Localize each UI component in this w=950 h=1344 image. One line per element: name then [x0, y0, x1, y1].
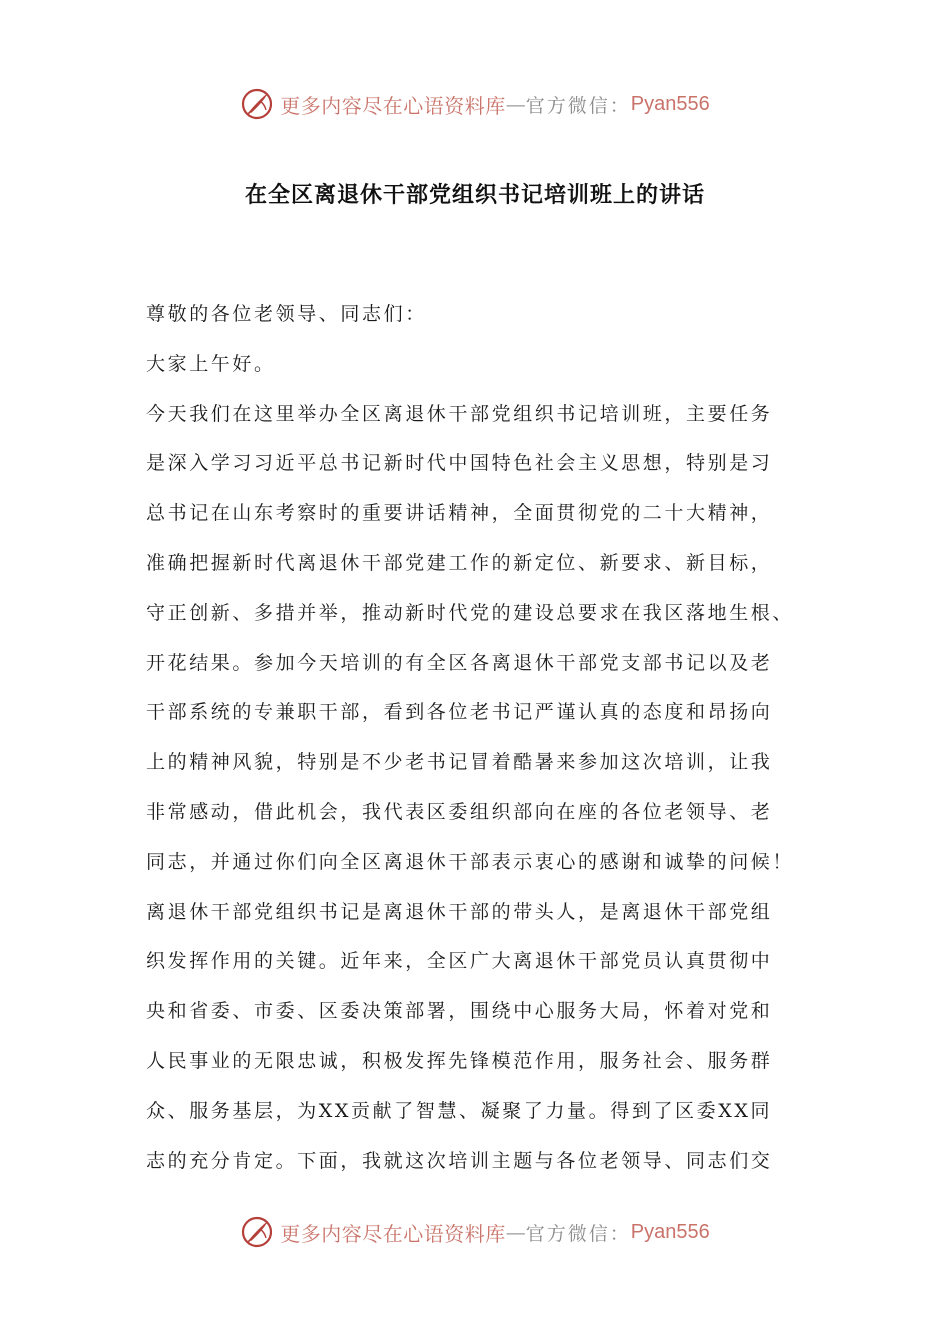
- body-line: 干部系统的专兼职干部，看到各位老书记严谨认真的态度和昂扬向: [146, 701, 773, 724]
- banner-separator: —: [505, 92, 526, 116]
- body-line: 准确把握新时代离退休干部党建工作的新定位、新要求、新目标，: [146, 551, 773, 574]
- body-line: 尊敬的各位老领导、同志们：: [146, 303, 427, 325]
- body-line: 大家上午好。: [146, 352, 276, 375]
- body-line: 同志，并通过你们向全区离退休干部表示衷心的感谢和诚挚的问候！: [146, 850, 795, 873]
- body-line: 织发挥作用的关键。近年来，全区广大离退休干部党员认真贯彻中: [146, 950, 773, 973]
- banner-separator: —: [505, 1220, 526, 1244]
- banner-slogan: 更多内容尽在心语资料库: [280, 1221, 506, 1246]
- body-line: 总书记在山东考察时的重要讲话精神，全面贯彻党的二十大精神，: [146, 502, 773, 525]
- body-line: 央和省委、市委、区委决策部署，围绕中心服务大局，怀着对党和: [146, 1000, 773, 1023]
- body-line: 离退休干部党组织书记是离退休干部的带头人，是离退休干部党组: [146, 900, 773, 923]
- body-line: 众、服务基层，为XX贡献了智慧、凝聚了力量。得到了区委XX同: [146, 1099, 773, 1122]
- banner-slogan: 更多内容尽在心语资料库: [280, 93, 506, 118]
- banner-wechat-label: 官方微信：: [525, 1222, 631, 1245]
- banner-wechat-label: 官方微信：: [525, 94, 631, 117]
- body-line: 开花结果。参加今天培训的有全区各离退休干部党支部书记以及老: [146, 651, 773, 674]
- body-line: 非常感动，借此机会，我代表区委组织部向在座的各位老领导、老: [146, 800, 773, 823]
- body-line: 志的充分肯定。下面，我就这次培训主题与各位老领导、同志们交: [146, 1149, 773, 1172]
- body-line: 上的精神风貌，特别是不少老书记冒着酷暑来参加这次培训，让我: [146, 751, 773, 774]
- body-line: 人民事业的无限忠诚，积极发挥先锋模范作用，服务社会、服务群: [146, 1049, 773, 1072]
- banner-wechat-id: Pyan556: [630, 92, 710, 115]
- body-line: 守正创新、多措并举，推动新时代党的建设总要求在我区落地生根、: [146, 601, 795, 624]
- quill-pen-logo-icon: [240, 1215, 274, 1249]
- header-banner: [0, 82, 950, 126]
- quill-pen-logo-icon: [240, 87, 274, 121]
- body-line: 今天我们在这里举办全区离退休干部党组织书记培训班，主要任务: [146, 402, 773, 425]
- document-body: [146, 290, 818, 1186]
- banner-wechat-id: Pyan556: [630, 1220, 710, 1243]
- document-title: 在全区离退休干部党组织书记培训班上的讲话: [244, 183, 705, 208]
- body-line: 是深入学习习近平总书记新时代中国特色社会主义思想，特别是习: [146, 452, 773, 475]
- footer-banner: [0, 1210, 950, 1254]
